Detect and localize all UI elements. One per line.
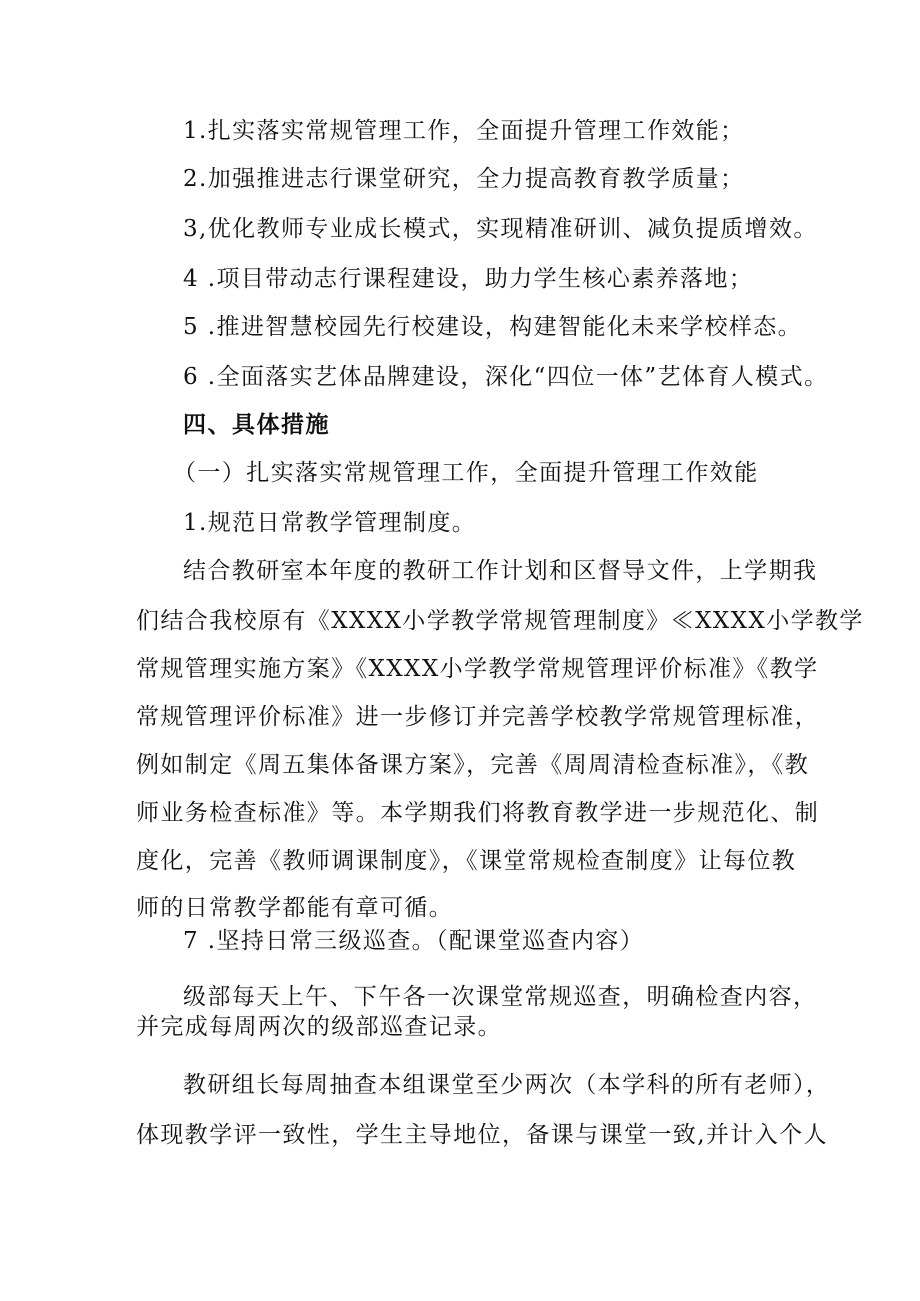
goal-item-5: 5 .推进智慧校园先行校建设，构建智能化未来学校样态。 — [183, 314, 803, 340]
goal-item-1: 1.扎实落实常规管理工作，全面提升管理工作效能； — [183, 118, 745, 144]
para1-line: 常规管理评价标准》进一步修订并完善学校教学常规管理标准， — [136, 704, 820, 730]
para1-line: 结合教研室本年度的教研工作计划和区督导文件，上学期我 — [183, 558, 818, 584]
para3-line: 体现教学评一致性，学生主导地位，备课与课堂一致,并计入个人 — [136, 1122, 828, 1148]
para1-line: 例如制定《周五集体备课方案》，完善《周周清检查标准》，《教 — [136, 752, 810, 778]
para1-line: 师业务检查标准》等。本学期我们将教育教学进一步规范化、制 — [136, 800, 820, 826]
goal-item-3: 3,优化教师专业成长模式，实现精准研训、减负提质增效。 — [183, 216, 818, 242]
para1-line: 师的日常教学都能有章可循。 — [136, 895, 454, 921]
subsection-heading: （一）扎实落实常规管理工作，全面提升管理工作效能 — [173, 460, 759, 486]
goal-item-4: 4 .项目带动志行课程建设，助力学生核心素养落地； — [183, 266, 754, 292]
para1-line: 们结合我校原有《XXXX小学教学常规管理制度》≪XXXX小学教学 — [136, 608, 864, 634]
goal-item-6: 6 .全面落实艺体品牌建设，深化“四位一体”艺体育人模式。 — [183, 364, 829, 390]
para3-line: 教研组长每周抽查本组课堂至少两次（本学科的所有老师）， — [183, 1072, 831, 1098]
section-heading: 四、具体措施 — [183, 412, 330, 438]
para2-line: 级部每天上午、下午各一次课堂常规巡查，明确检查内容， — [183, 984, 818, 1010]
goal-item-2: 2.加强推进志行课堂研究，全力提高教育教学质量； — [183, 166, 745, 192]
para1-line: 度化，完善《教师调课制度》，《课堂常规检查制度》让每位教 — [136, 848, 797, 874]
item-7-title: 7 .坚持日常三级巡查。（配课堂巡查内容） — [183, 928, 645, 954]
item-1-title: 1.规范日常教学管理制度。 — [183, 510, 477, 536]
para1-line: 常规管理实施方案》《XXXX小学教学常规管理评价标准》《教学 — [136, 656, 819, 682]
para2-line: 并完成每周两次的级部巡查记录。 — [136, 1014, 502, 1040]
